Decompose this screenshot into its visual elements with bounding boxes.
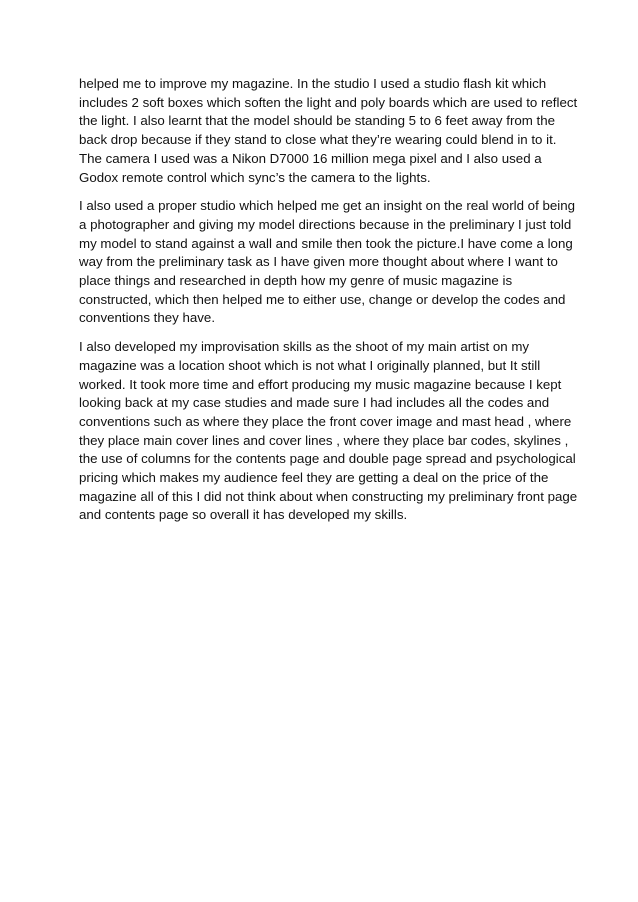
document-body [79, 75, 578, 535]
text-line: I also used a proper studio which helped me get an insight on the real world of being [79, 198, 575, 214]
text-line: the use of columns for the contents page and double page spread and psychological [79, 451, 576, 467]
text-line: worked. It took more time and effort producing my music magazine because I kept [79, 376, 562, 392]
text-line: magazine was a location shoot which is not what I originally planned, but It still [79, 357, 541, 373]
text-line: place things and researched in depth how my genre of music magazine is [79, 273, 513, 289]
text-line: I also developed my improvisation skills as the shoot of my main artist on my [79, 339, 530, 355]
text-line: and contents page so overall it has developed my skills. [79, 507, 408, 523]
paragraph-3 [79, 338, 578, 525]
paragraph-1 [79, 75, 578, 187]
text-line: constructed, which then helped me to either use, change or develop the codes and [79, 291, 566, 307]
text-line: they place main cover lines and cover lines , where they place bar codes, skylines , [79, 432, 569, 448]
text-line: pricing which makes my audience feel they are getting a deal on the price of the [79, 470, 549, 486]
text-line: helped me to improve my magazine. In the studio I used a studio flash kit which [79, 76, 547, 91]
text-line: conventions such as where they place the front cover image and mast head , where [79, 413, 572, 429]
text-line: magazine all of this I did not think about when constructing my preliminary front page [79, 488, 578, 504]
text-line: includes 2 soft boxes which soften the light and poly boards which are used to reflect [79, 94, 578, 110]
text-line: The camera I used was a Nikon D7000 16 million mega pixel and I also used a [79, 150, 542, 166]
text-line: way from the preliminary task as I have given more thought about where I want to [79, 254, 558, 270]
text-line: my model to stand against a wall and smile then took the picture.I have come a long [79, 235, 573, 251]
text-line: the light. I also learnt that the model should be standing 5 to 6 feet away from the [79, 113, 556, 129]
text-line: back drop because if they stand to close what they’re wearing could blend in to it. [79, 132, 557, 148]
text-line: looking back at my case studies and made sure I had includes all the codes and [79, 395, 550, 411]
text-line: Godox remote control which sync’s the camera to the lights. [79, 169, 431, 185]
paragraph-2 [79, 197, 575, 328]
text-line: conventions they have. [79, 310, 216, 326]
text-line: a photographer and giving my model directions because in the preliminary I just told [79, 216, 572, 232]
